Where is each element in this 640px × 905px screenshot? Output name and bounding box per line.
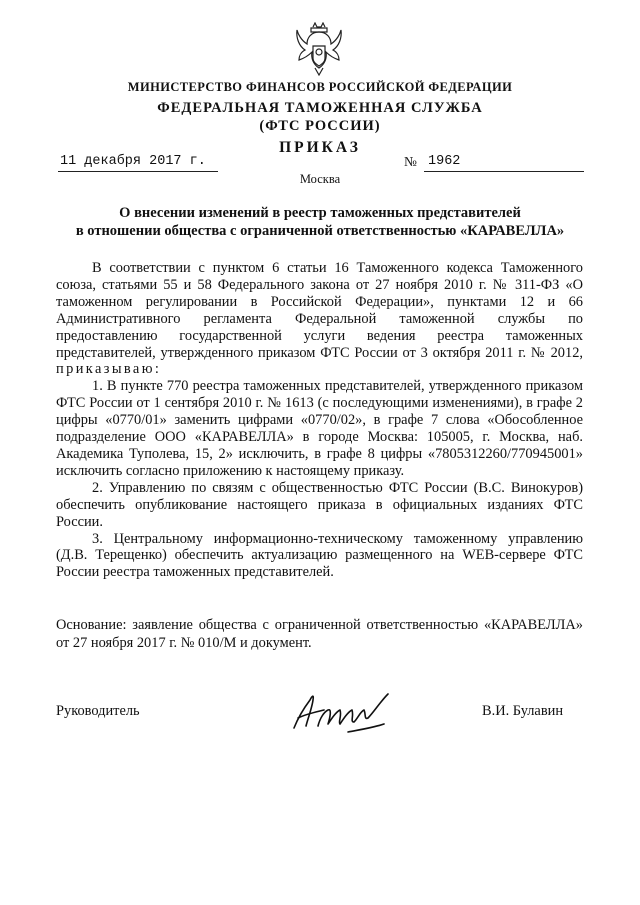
item-1-paragraph: 1. В пункте 770 реестра таможенных представителей, утвержденного приказом ФТС России от 1 сентября 2010 г. № 1613 (с последующими изменениями), в графе 2 цифры «0770/01» заменить цифрами «0770/02», в графе 7 слова «Обособленное подразделение ООО «КАРАВЕЛЛА» в городе Москва: 105005, г. Москва, наб. Академика Туполева, 15, 2» исключить, в графе 8 цифры «7805312260/770945001» исключить согласно приложению к настоящему приказу. xyxy=(56,378,583,479)
intro-paragraph xyxy=(56,260,583,378)
subject-line-1: О внесении изменений в реестр таможенных представителей xyxy=(119,205,521,221)
basis-paragraph: Основание: заявление общества с ограниченной ответственностью «КАРАВЕЛЛА» от 27 ноября 2017 г. № 010/М и документ. xyxy=(56,617,583,651)
order-word: приказываю: xyxy=(56,361,162,378)
document-type: ПРИКАЗ xyxy=(279,139,361,156)
number-sign: № xyxy=(404,154,417,169)
number-underline xyxy=(424,171,584,172)
document-number: 1962 xyxy=(428,154,461,169)
item-3-paragraph: 3. Центральному информационно-техническому таможенному управлению (Д.В. Терещенко) обеспечить актуализацию размещенного на WEB-сервере ФТС России реестра таможенных представителей. xyxy=(56,530,583,581)
service-title: ФЕДЕРАЛЬНАЯ ТАМОЖЕННАЯ СЛУЖБА xyxy=(157,100,483,116)
signatory-name: В.И. Булавин xyxy=(482,703,564,719)
document-body xyxy=(56,260,583,581)
state-emblem-icon xyxy=(295,22,343,76)
subject-line-2: в отношении общества с ограниченной ответственностью «КАРАВЕЛЛА» xyxy=(75,223,565,239)
document-city: Москва xyxy=(299,172,341,186)
signatory-role: Руководитель xyxy=(56,703,140,719)
document-date: 11 декабря 2017 г. xyxy=(60,154,206,169)
ministry-title: МИНИСТЕРСТВО ФИНАНСОВ РОССИЙСКОЙ ФЕДЕРАЦИИ xyxy=(127,80,513,94)
item-2-paragraph: 2. Управлению по связям с общественностью ФТС России (В.С. Винокуров) обеспечить опубликование настоящего приказа в официальных изданиях ФТС России. xyxy=(56,479,583,530)
service-abbreviation: (ФТС РОССИИ) xyxy=(259,118,381,134)
document-subject xyxy=(40,204,600,240)
intro-text: В соответствии с пунктом 6 статьи 16 Таможенного кодекса Таможенного союза, статьями 55 и 58 Федерального закона от 27 ноября 2010 г. № 311-ФЗ «О таможенном регулировании в Российской Федерации», пунктами 12 и 66 Административного регламента Федеральной таможенной службы по предоставлению государственной услуги ведения реестра таможенных представителей, утвержденного приказом ФТС России от 3 октября 2011 г. № 2012, xyxy=(56,260,583,361)
handwritten-signature xyxy=(288,688,396,736)
